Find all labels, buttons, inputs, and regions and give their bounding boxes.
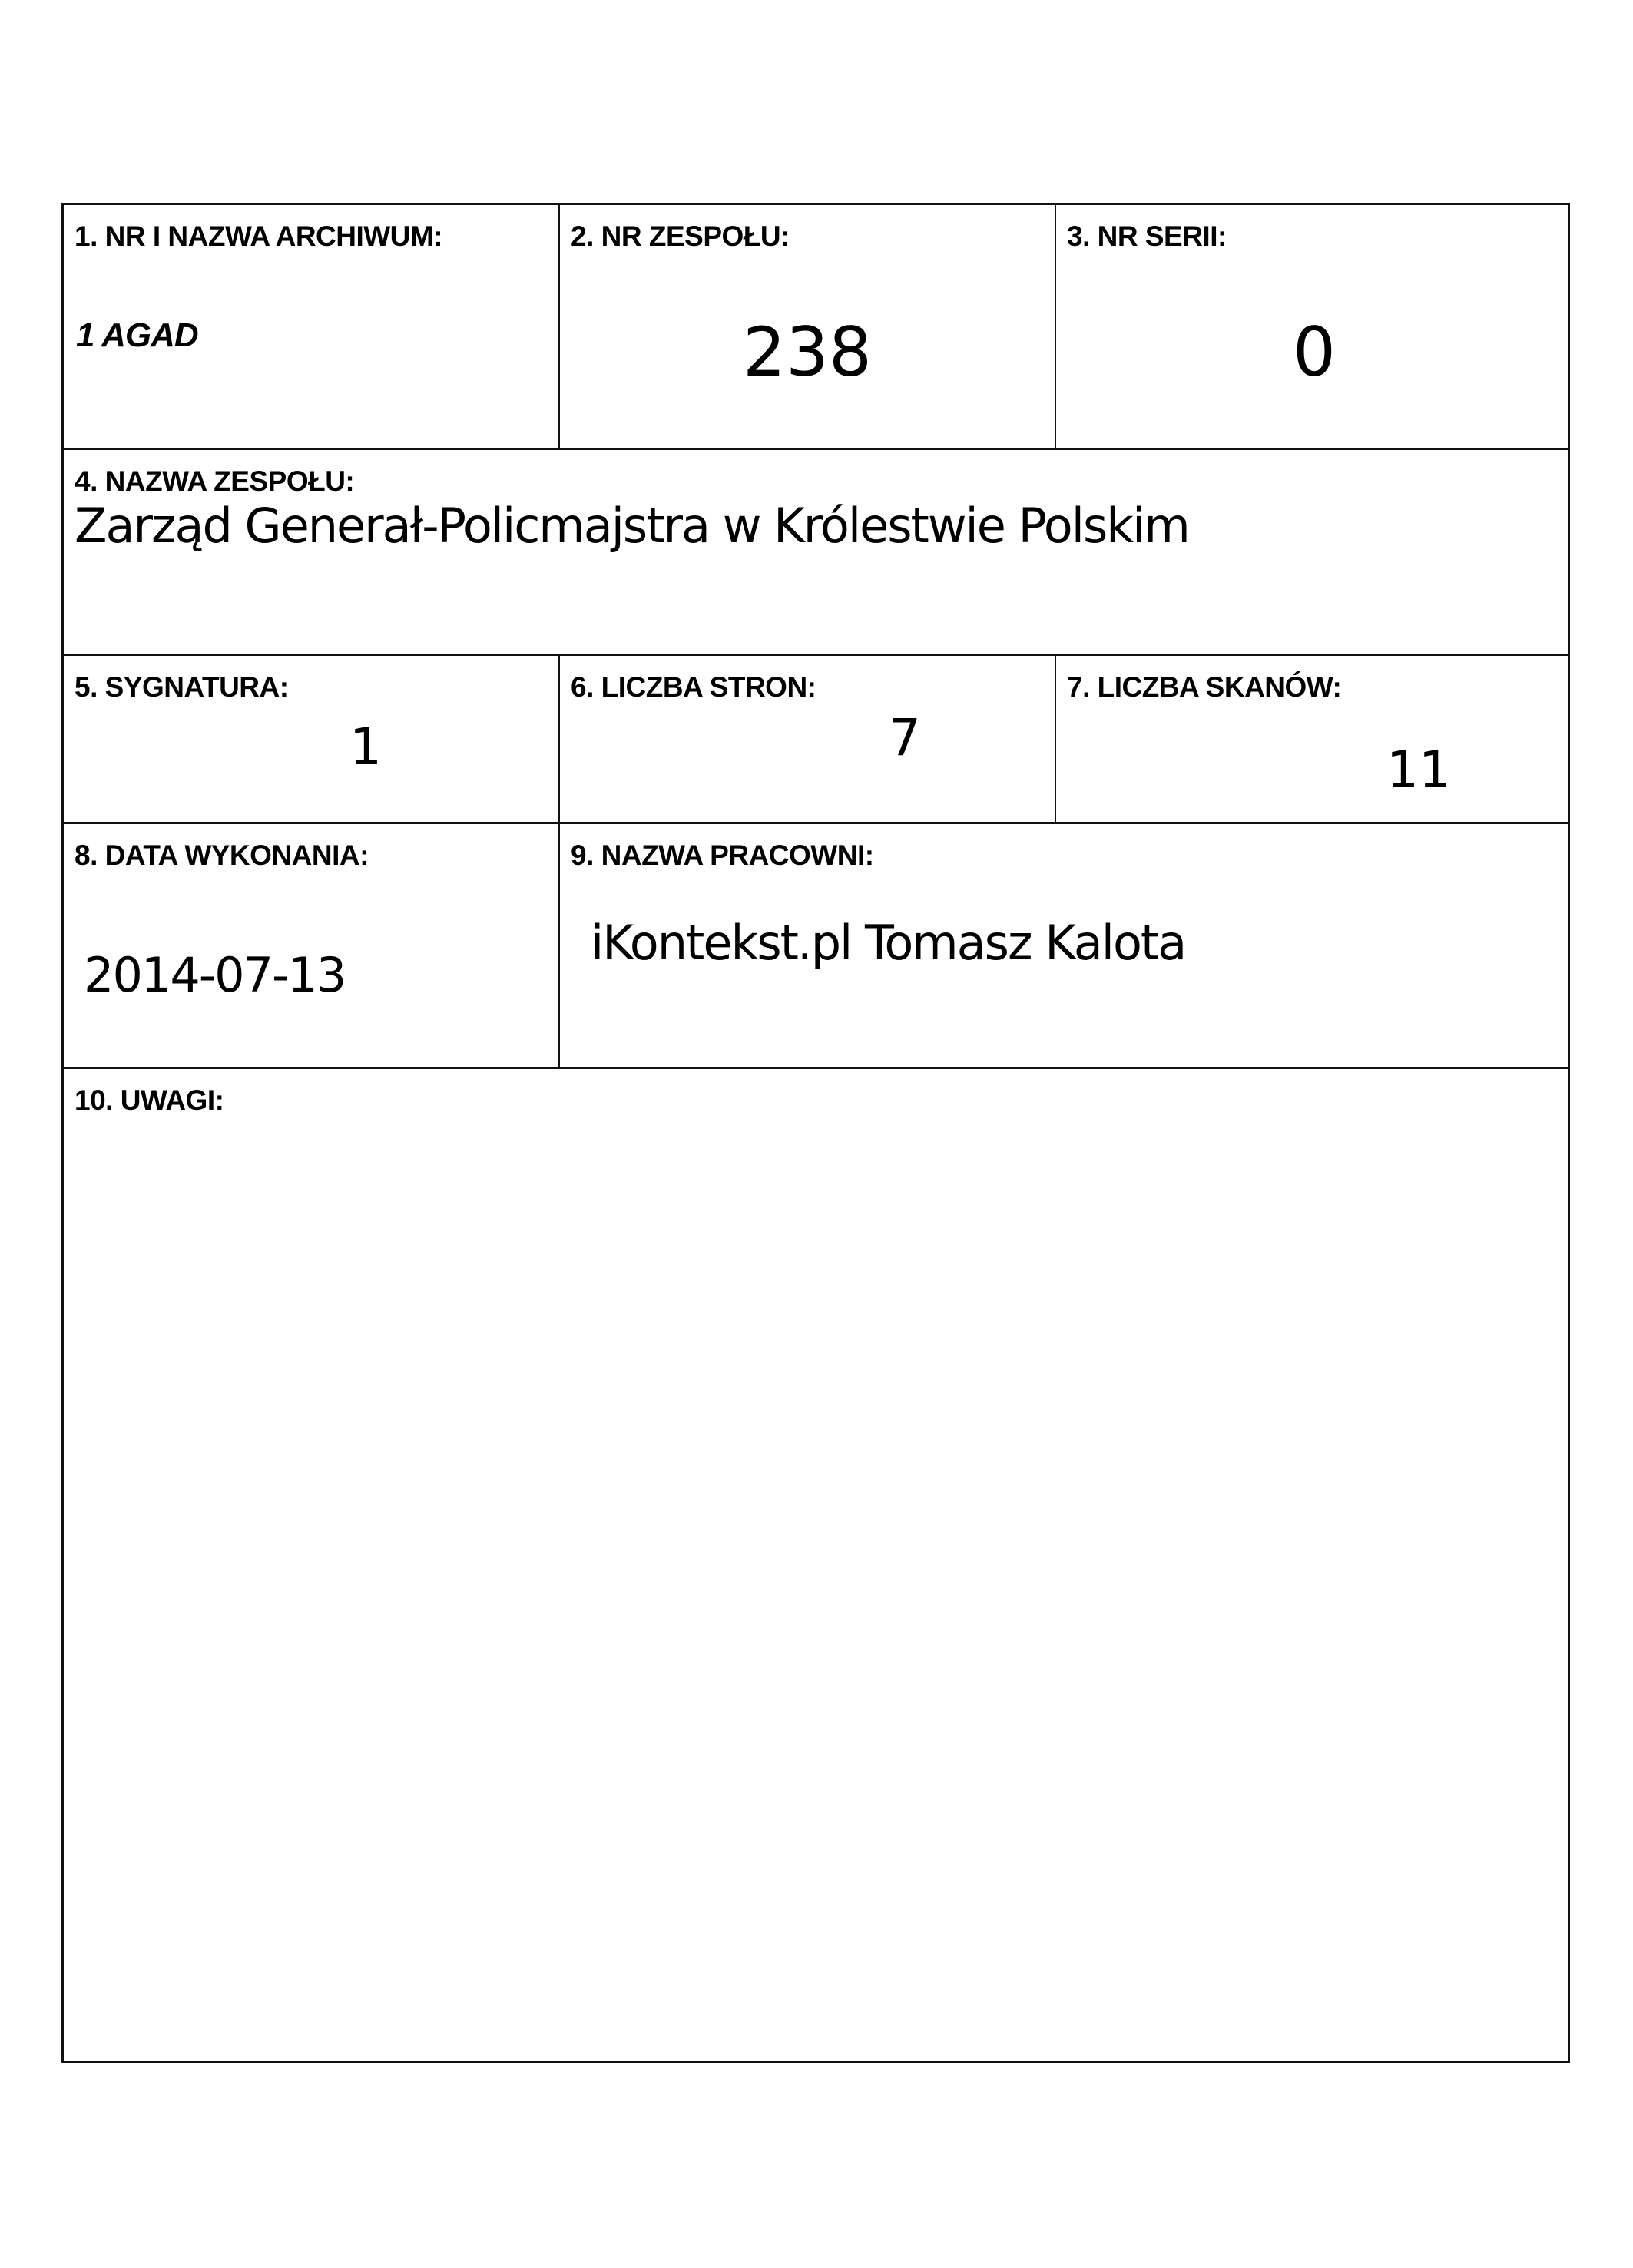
field-label: 8. DATA WYKONANIA: xyxy=(75,839,369,871)
collection-number-value: 238 xyxy=(743,313,872,392)
field-archive xyxy=(64,205,558,448)
archive-metadata-form xyxy=(61,203,1570,2063)
field-signature xyxy=(64,656,558,822)
collection-name-value: Zarząd Generał-Policmajstra w Królestwie Polskim xyxy=(75,498,1189,554)
field-series-number xyxy=(1056,205,1572,448)
signature-value: 1 xyxy=(349,717,382,776)
execution-date-value: 2014-07-13 xyxy=(84,947,346,1003)
field-label: 3. NR SERII: xyxy=(1067,220,1227,252)
archive-value: 1 AGAD xyxy=(76,316,198,354)
field-workshop-name xyxy=(560,824,1572,1067)
field-page-count xyxy=(560,656,1055,822)
field-label: 9. NAZWA PRACOWNI: xyxy=(571,839,874,871)
field-label: 5. SYGNATURA: xyxy=(75,671,289,703)
field-label: 4. NAZWA ZESPOŁU: xyxy=(75,465,355,497)
series-number-value: 0 xyxy=(1293,313,1336,392)
workshop-name-value: iKontekst.pl Tomasz Kalota xyxy=(591,915,1186,971)
field-collection-name xyxy=(64,450,1572,654)
field-label: 1. NR I NAZWA ARCHIWUM: xyxy=(75,220,443,252)
field-execution-date xyxy=(64,824,558,1067)
field-label: 10. UWAGI: xyxy=(75,1084,224,1116)
field-label: 7. LICZBA SKANÓW: xyxy=(1067,671,1342,703)
field-collection-number xyxy=(560,205,1055,448)
field-label: 2. NR ZESPOŁU: xyxy=(571,220,790,252)
field-label: 6. LICZBA STRON: xyxy=(571,671,816,703)
field-remarks xyxy=(64,1069,1572,2063)
scan-count-value: 11 xyxy=(1386,740,1451,800)
page-count-value: 7 xyxy=(889,708,921,767)
field-scan-count xyxy=(1056,656,1572,822)
